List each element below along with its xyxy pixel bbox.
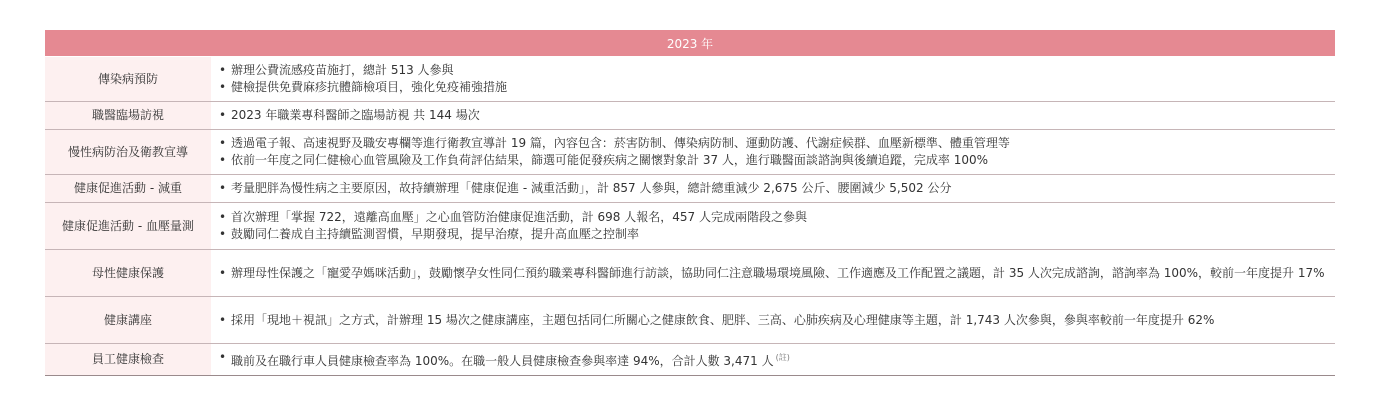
row-content [211,175,1335,203]
bullet-list [217,265,1325,282]
list-item-text: 職前及在職行車人員健康檢查率為 100%。在職一般人員健康檢查參與率達 94%，合計人數 3,471 人 [231,354,774,368]
list-item: • 辦理公費流感疫苗施打，總計 513 人參與 [217,62,1325,79]
row-content [211,250,1335,297]
bullet-list [217,312,1325,329]
row-label-weight-loss: 健康促進活動 - 減重 [45,175,211,203]
row-label-health-checkup: 員工健康檢查 [45,344,211,376]
bullet-list [217,180,1325,197]
row-label-blood-pressure: 健康促進活動 - 血壓量測 [45,203,211,250]
bullet-list [217,209,1325,243]
list-item: • 鼓勵同仁養成自主持續監測習慣，早期發現，提早治療，提升高血壓之控制率 [217,226,1325,243]
bullet-list [217,62,1325,96]
list-item: • 首次辦理「掌握 722，遠離高血壓」之心血管防治健康促進活動，計 698 人報名，457 人完成兩階段之參與 [217,209,1325,226]
row-content [211,57,1335,102]
table-row [45,250,1335,297]
bullet-list [217,135,1325,169]
list-item: • 健檢提供免費麻疹抗體篩檢項目，強化免疫補強措施 [217,79,1325,96]
table-row [45,175,1335,203]
row-content [211,203,1335,250]
health-program-table [45,30,1335,376]
footnote-marker: (註) [775,353,790,362]
table-row [45,102,1335,130]
bullet-list [217,349,1325,370]
year-header: 2023 年 [45,30,1335,57]
list-item: • 透過電子報、高速視野及職安專欄等進行衛教宣導計 19 篇，內容包含：菸害防制、傳染病防制、運動防護、代謝症候群、血壓新標準、體重管理等 [217,135,1325,152]
table-row [45,203,1335,250]
table-row [45,344,1335,376]
list-item: • 考量肥胖為慢性病之主要原因，故持續辦理「健康促進 - 減重活動」，計 857 人參與，總計總重減少 2,675 公斤、腰圍減少 5,502 公分 [217,180,1325,197]
table-row [45,297,1335,344]
row-content [211,344,1335,376]
list-item: • 採用「現地＋視訊」之方式，計辦理 15 場次之健康講座，主題包括同仁所關心之健康飲食、肥胖、三高、心肺疾病及心理健康等主題，計 1,743 人次參與，參與率較前一年度提升 62% [217,312,1325,329]
row-content [211,102,1335,130]
list-item [217,349,1325,370]
table-row [45,57,1335,102]
row-content [211,297,1335,344]
row-label-maternal-health: 母性健康保護 [45,250,211,297]
row-label-onsite-visit: 職醫臨場訪視 [45,102,211,130]
list-item: • 依前一年度之同仁健檢心血管風險及工作負荷評估結果，篩選可能促發疾病之關懷對象計 37 人，進行職醫面談諮詢與後續追蹤，完成率 100% [217,152,1325,169]
list-item: • 2023 年職業專科醫師之臨場訪視 共 144 場次 [217,107,1325,124]
bullet-list [217,107,1325,124]
row-label-infectious-disease: 傳染病預防 [45,57,211,102]
table-header-row [45,30,1335,57]
row-label-chronic-disease: 慢性病防治及衛教宣導 [45,130,211,175]
health-program-table-container [45,30,1335,376]
list-item: • 辦理母性保護之「寵愛孕媽咪活動」，鼓勵懷孕女性同仁預約職業專科醫師進行訪談，協助同仁注意職場環境風險、工作適應及工作配置之議題，計 35 人次完成諮詢，諮詢率為 100%，較前一年度提升 17% [217,265,1325,282]
table-row [45,130,1335,175]
row-content [211,130,1335,175]
row-label-health-lecture: 健康講座 [45,297,211,344]
